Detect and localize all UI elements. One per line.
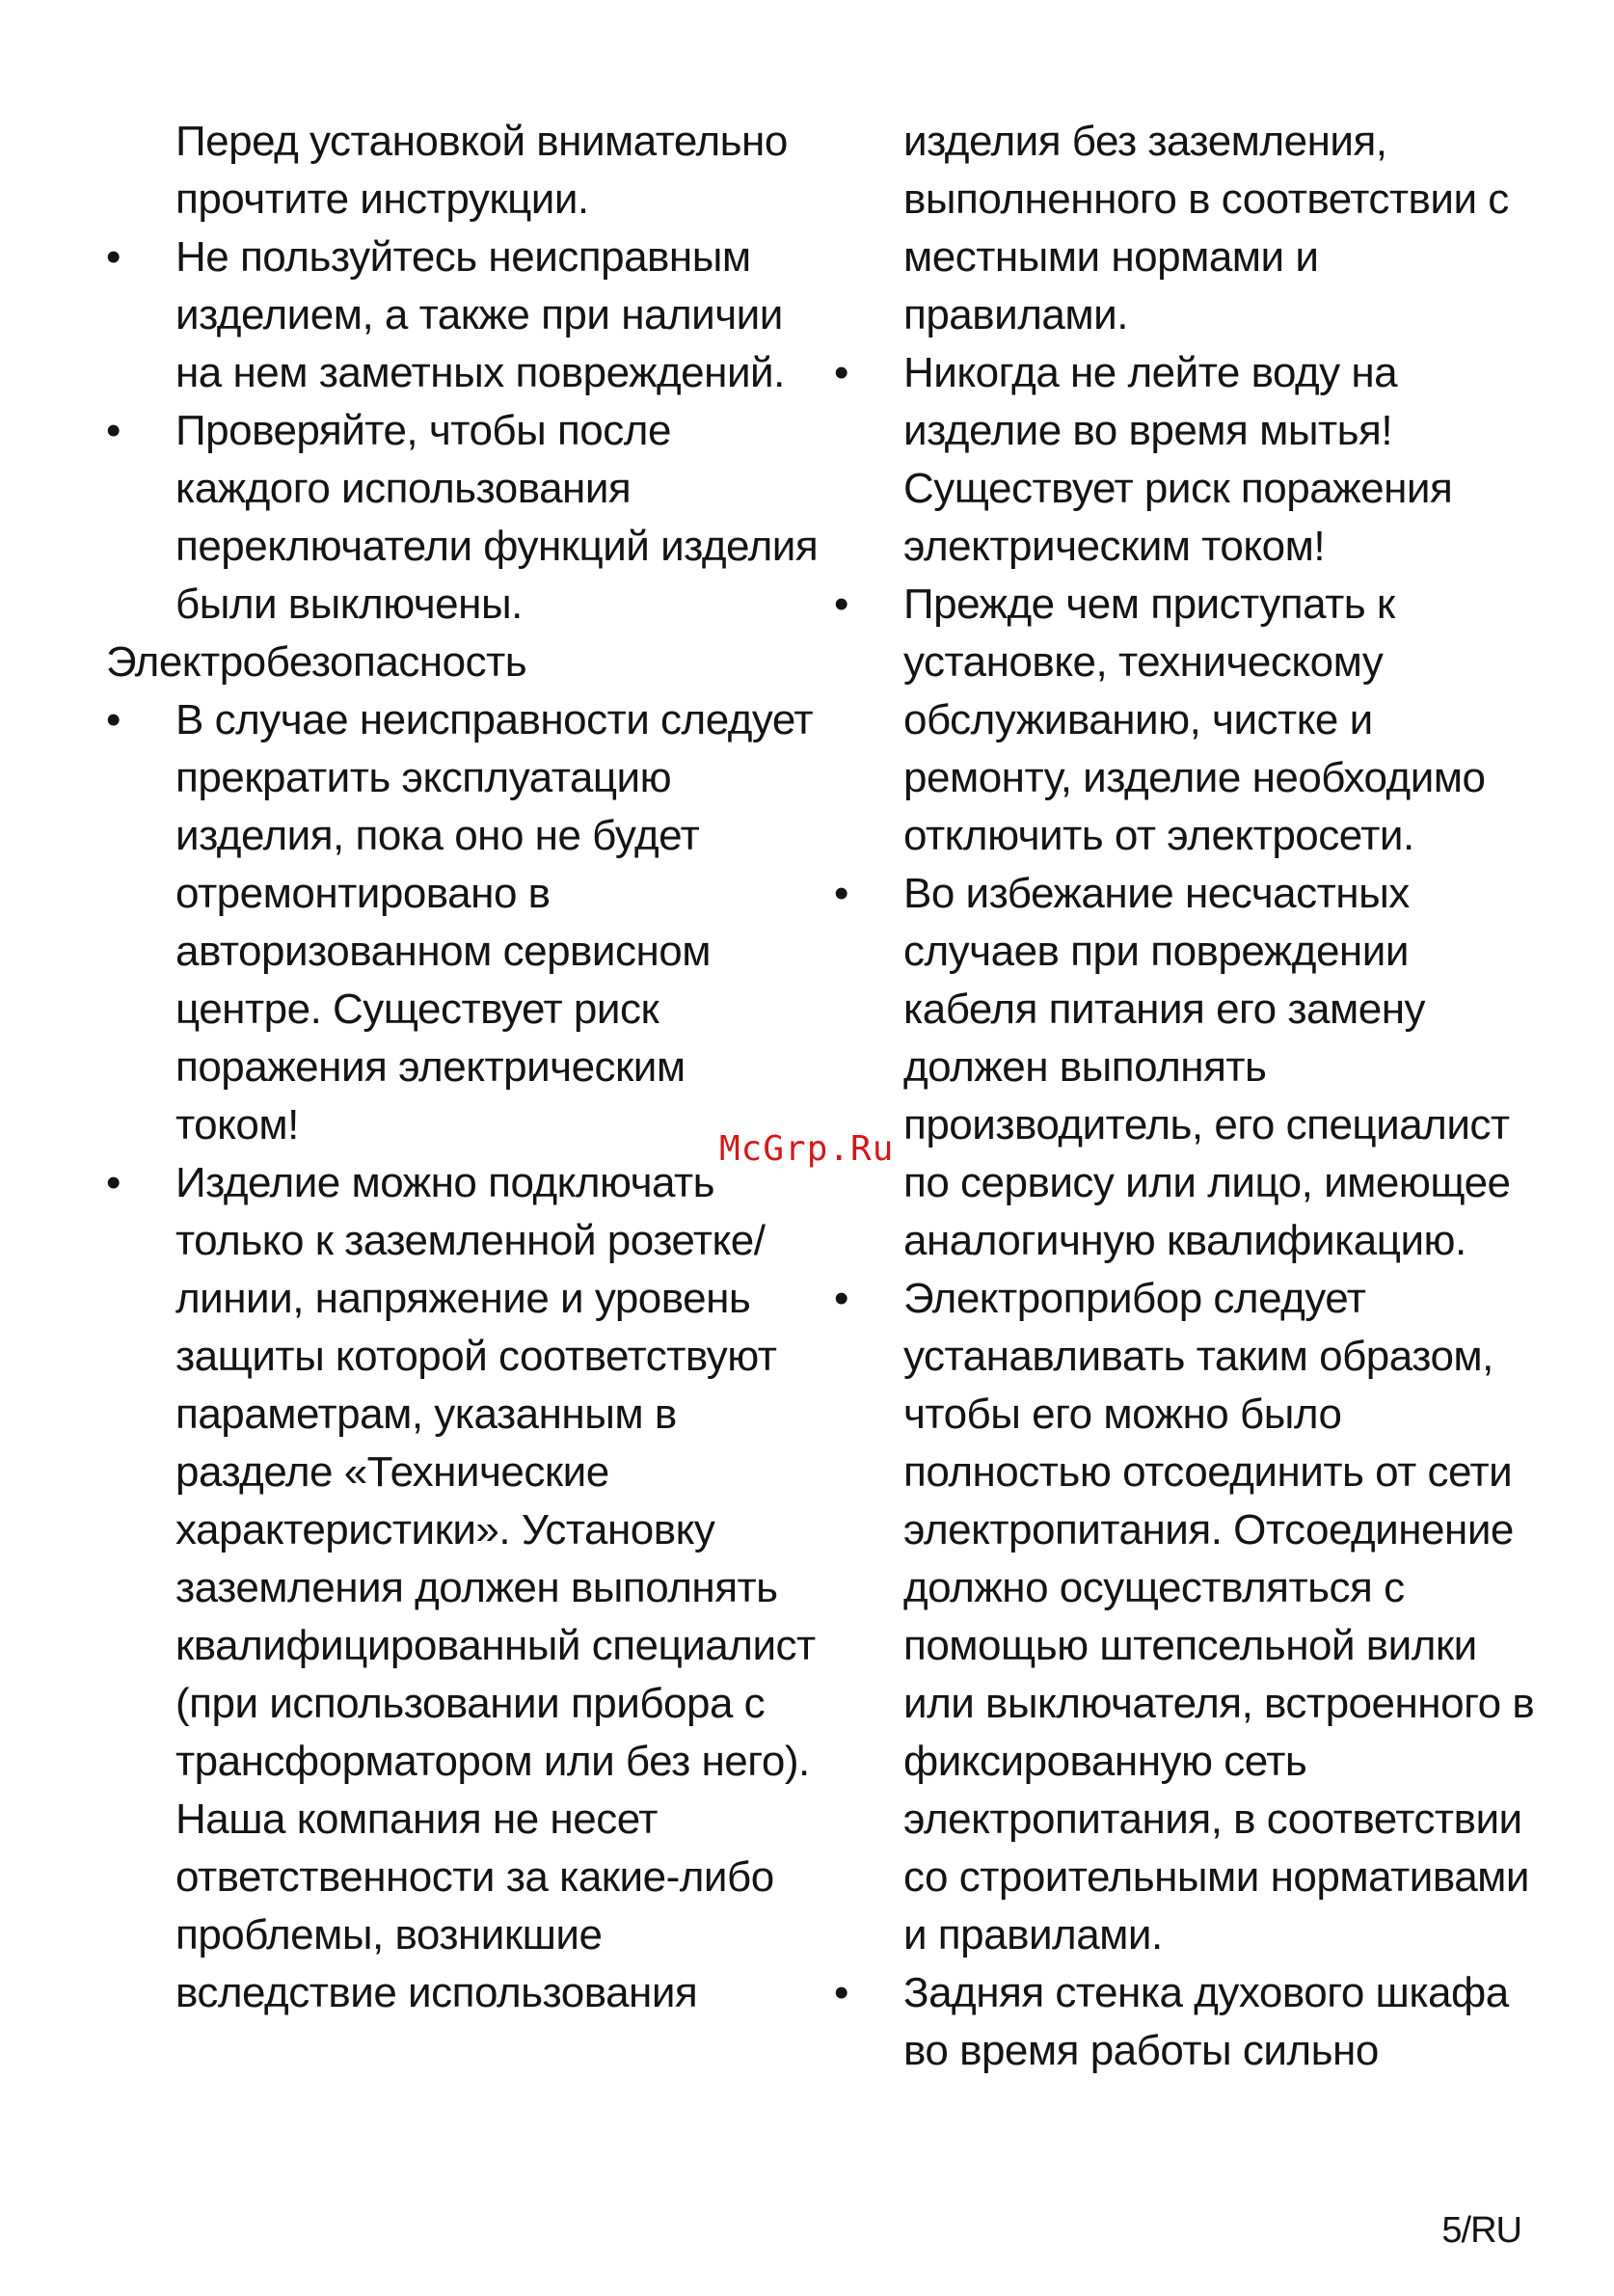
- list-item: • Изделие можно подключать только к заземленной розетке/линии, напряжение и уровень защиты которой соответствуют параметрам, указанным в разделе «Технические характеристики». Установку заземления должен выполнять квалифицированный специалист (при использовании прибора с трансформатором или без него). Наша компания не несет ответственности за какие-либо проблемы, возникшие вследствие использования: [106, 1154, 820, 2022]
- list-item: • Во избежание несчастных случаев при повреждении кабеля питания его замену должен выполнять производитель, его специалист по сервису или лицо, имеющее аналогичную квалификацию.: [834, 865, 1547, 1270]
- list-item: • В случае неисправности следует прекратить эксплуатацию изделия, пока оно не будет отремонтировано в авторизованном сервисном центре. Существует риск поражения электрическим током!: [106, 691, 820, 1154]
- list-item: • Задняя стенка духового шкафа во время работы сильно: [834, 1964, 1547, 2080]
- list-item: • Электроприбор следует устанавливать таким образом, чтобы его можно было полностью отсоединить от сети электропитания. Отсоединение должно осуществляться с помощью штепсельной вилки или выключателя, встроенного в фиксированную сеть электропитания, в соответствии со строительными нормативами и правилами.: [834, 1270, 1547, 1964]
- list-item: • Проверяйте, чтобы после каждого использования переключатели функций изделия были выключены.: [106, 402, 820, 634]
- page-number: 5/RU: [1441, 2210, 1521, 2251]
- list-item: • Никогда не лейте воду на изделие во время мытья! Существует риск поражения электрическим током!: [834, 344, 1547, 576]
- right-column: [834, 113, 1547, 2080]
- section-heading: Электробезопасность: [106, 638, 527, 686]
- right-continuation-text: изделия без заземления, выполненного в соответствии с местными нормами и правилами.: [903, 118, 1509, 338]
- left-continuation-text: Перед установкой внимательно прочтите инструкции.: [175, 118, 788, 223]
- watermark: McGrp.Ru: [719, 1129, 895, 1169]
- left-column: [106, 113, 820, 2022]
- list-item: • Прежде чем приступать к установке, техническому обслуживанию, чистке и ремонту, изделие необходимо отключить от электросети.: [834, 576, 1547, 865]
- list-item: • Не пользуйтесь неисправным изделием, а также при наличии на нем заметных повреждений.: [106, 229, 820, 402]
